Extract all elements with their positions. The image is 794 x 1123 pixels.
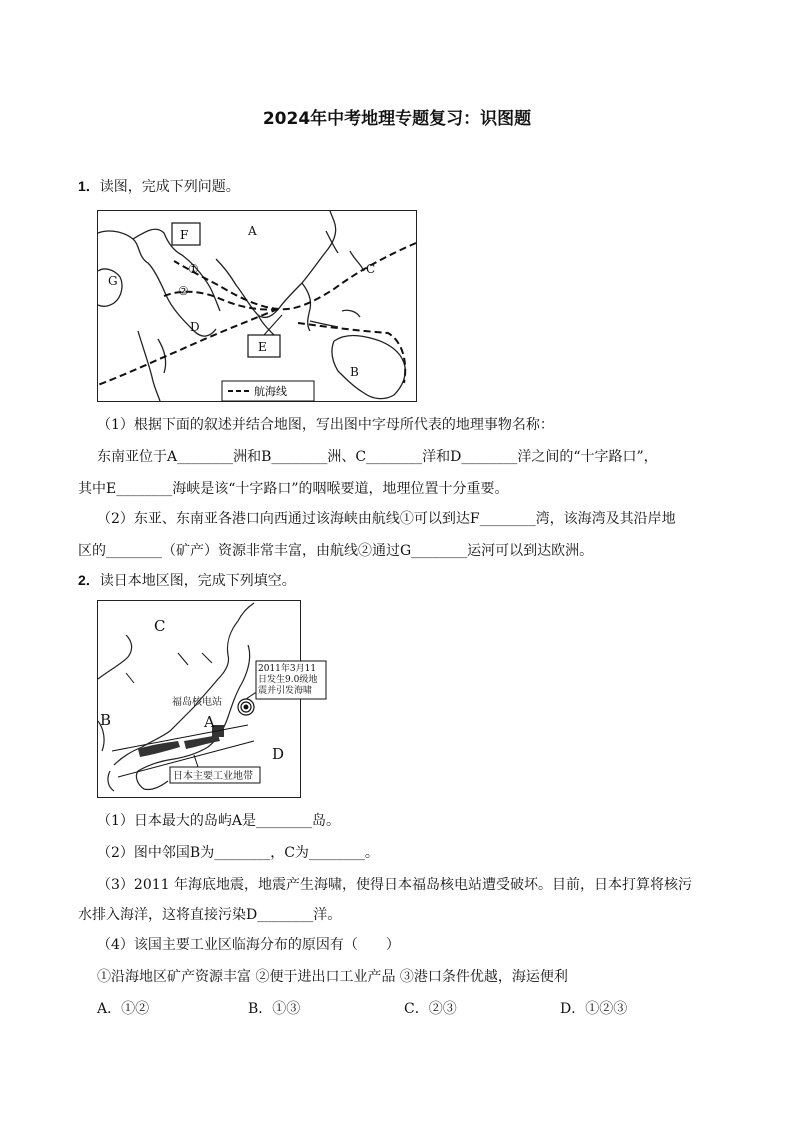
map1-label-A: A — [248, 224, 257, 238]
quake-note-line2: 日发生9.0级地 — [258, 675, 318, 685]
question-number: 2． — [78, 572, 100, 588]
map2-label-C: C — [154, 617, 166, 635]
map1-label-C: C — [366, 262, 376, 276]
q1-part1-intro: （1）根据下面的叙述并结合地图，写出图中字母所代表的地理事物名称： — [97, 417, 554, 433]
q1-part1-line1: 东南亚位于A________洲和B________洲、C________洋和D________洋之间的“十字路口”， — [97, 449, 658, 465]
question-2-stem — [78, 570, 296, 590]
q2-sub1: （1）日本最大的岛屿A是________岛。 — [97, 813, 341, 829]
quake-note-line3: 震并引发海啸 — [258, 686, 313, 696]
option-b[interactable]: B．①③ — [248, 1001, 301, 1017]
map1-label-B: B — [350, 365, 359, 379]
japan-map — [97, 600, 318, 798]
fukushima-label: 福岛核电站 — [172, 697, 222, 708]
map2-label-D: D — [272, 745, 285, 763]
map1-route-1: ① — [188, 262, 199, 276]
q2-sub3-line2: 水排入海洋，这将直接污染D________洋。 — [78, 907, 342, 923]
q2-sub2: （2）图中邻国B为________，C为________。 — [97, 845, 379, 861]
map1-label-G: G — [108, 274, 118, 288]
q2-sub3-line1: （3）2011 年海底地震，地震产生海啸，使得日本福岛核电站遭受破坏。目前，日本打算将核污 — [97, 877, 692, 893]
q1-part2-line1: （2）东亚、东南亚各港口向西通过该海峡由航线①可以到达F________湾，该海湾及其沿岸地 — [97, 511, 676, 527]
q2-sub4: （4）该国主要工业区临海分布的原因有（ ） — [97, 937, 400, 953]
q2-sub4-reasons: ①沿海地区矿产资源丰富 ②便于进出口工业产品 ③港口条件优越，海运便利 — [97, 969, 568, 985]
question-number: 1． — [78, 178, 100, 194]
page-title: 2024年中考地理专题复习：识图题 — [262, 109, 532, 129]
map2-label-B: B — [100, 711, 112, 729]
question-text: 读图，完成下列问题。 — [99, 179, 240, 195]
option-d[interactable]: D．①②③ — [560, 1001, 628, 1017]
southeast-asia-map — [97, 210, 417, 402]
option-a[interactable]: A．①② — [97, 1001, 150, 1017]
map1-label-D: D — [190, 320, 200, 334]
map1-label-F: F — [180, 228, 189, 242]
question-1-stem — [78, 176, 240, 196]
map1-legend-label: 航海线 — [254, 385, 287, 398]
map2-label-A: A — [204, 713, 215, 731]
q1-part1-line2: 其中E________海峡是该“十字路口”的咽喉要道，地理位置十分重要。 — [78, 481, 509, 497]
industry-belt-label: 日本主要工业地带 — [173, 771, 253, 782]
map1-route-2: ② — [178, 284, 189, 298]
map1-label-E: E — [258, 340, 267, 354]
quake-note-line1: 2011年3月11 — [258, 664, 317, 674]
option-c[interactable]: C．②③ — [404, 1001, 457, 1017]
question-text: 读日本地区图，完成下列填空。 — [99, 573, 296, 589]
q1-part2-line2: 区的________（矿产）资源非常丰富，由航线②通过G________运河可以到达欧洲。 — [78, 543, 594, 559]
